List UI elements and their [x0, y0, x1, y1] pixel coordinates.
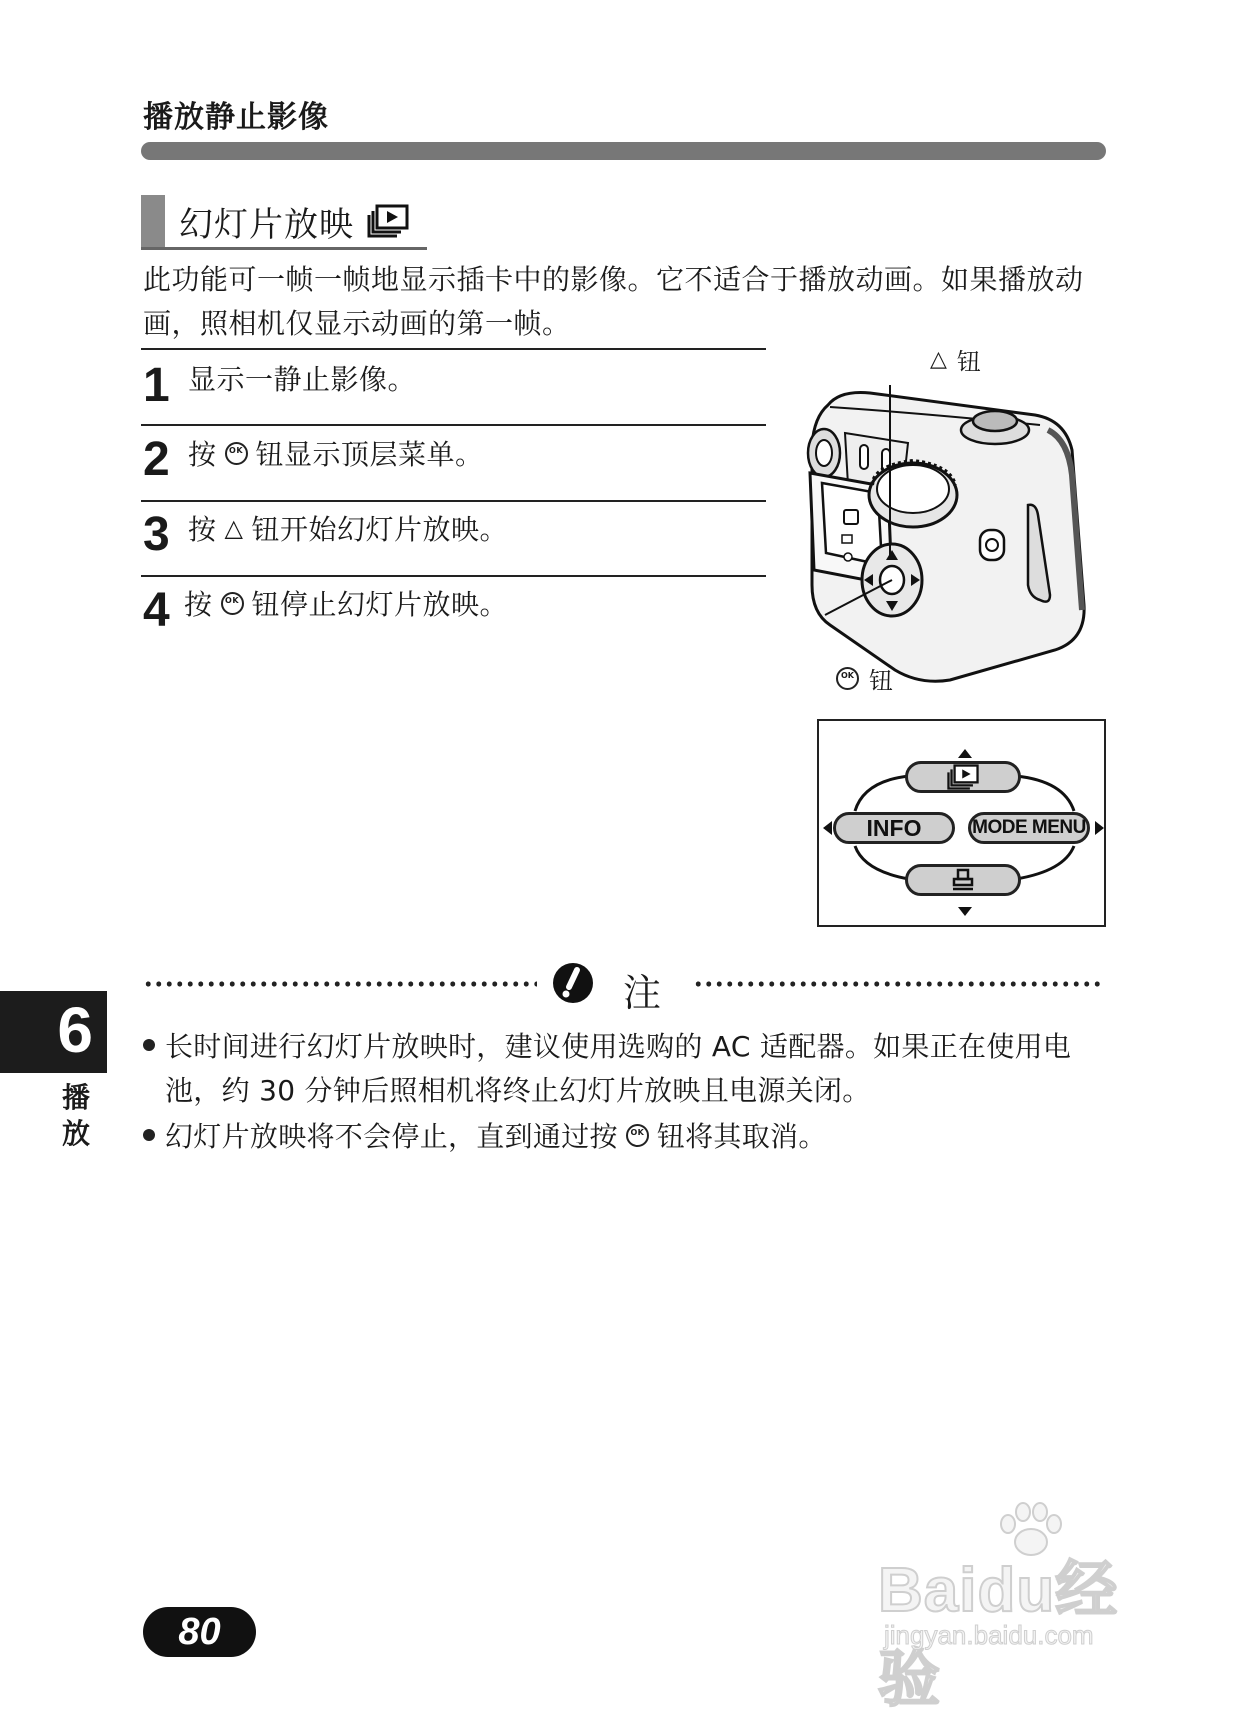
step-divider — [141, 348, 766, 350]
intro-line-1: 此功能可一帧一帧地显示插卡中的影像。它不适合于播放动画。如果播放动 — [143, 263, 1084, 296]
page-header-title: 播放静止影像 — [143, 100, 329, 135]
step-3-text — [188, 508, 508, 548]
step-3-pre: 按 — [188, 513, 217, 546]
info-button[interactable]: INFO — [833, 812, 955, 844]
note-icon — [552, 962, 594, 1004]
step-2-number: 2 — [143, 433, 170, 486]
step-2-text — [188, 433, 484, 473]
step-divider — [141, 500, 766, 502]
triangle-up-icon: △ — [224, 514, 244, 542]
step-4-post: 钮停止幻灯片放映。 — [251, 588, 509, 621]
arrow-down-icon — [958, 907, 972, 916]
slideshow-button[interactable] — [905, 761, 1021, 793]
note-dotted-rule-left — [143, 980, 537, 988]
section-heading — [141, 195, 427, 250]
step-3-post: 钮开始幻灯片放映。 — [251, 513, 508, 546]
note-dotted-rule-right — [693, 980, 1105, 988]
note-bullet-1-continued: 池，约 30 分钟后照相机将终止幻灯片放映且电源关闭。 — [165, 1074, 871, 1107]
mode-menu-button[interactable]: MODE MENU — [968, 812, 1090, 844]
step-2-post: 钮显示顶层菜单。 — [255, 438, 484, 471]
arrow-right-icon — [1095, 821, 1104, 835]
print-button[interactable] — [905, 864, 1021, 896]
watermark-brand: Baidu经验 — [878, 1556, 1119, 1714]
ok-menu-icon: OK — [836, 667, 859, 690]
header-rule — [141, 142, 1106, 160]
arrow-up-icon — [958, 749, 972, 758]
triangle-up-icon: △ — [930, 347, 947, 372]
step-divider — [141, 575, 766, 577]
chapter-number: 6 — [57, 994, 93, 1066]
arrow-left-icon — [823, 821, 832, 835]
print-icon — [951, 868, 975, 892]
step-4-pre: 按 — [184, 588, 213, 621]
ok-menu-icon: OK — [626, 1124, 649, 1147]
slideshow-icon — [367, 204, 409, 238]
step-4-number: 4 — [143, 584, 170, 637]
bullet-icon — [143, 1039, 155, 1051]
watermark — [878, 1500, 1178, 1714]
step-3-number: 3 — [143, 508, 170, 561]
note-bullet-2: 幻灯片放映将不会停止，直到通过按 OK 钮将其取消。 — [143, 1115, 827, 1155]
step-divider — [141, 424, 766, 426]
up-button-label: △ 钮 — [930, 347, 981, 376]
note-bullet-1: 长时间进行幻灯片放映时，建议使用选购的 AC 适配器。如果正在使用电 — [143, 1025, 1071, 1065]
step-4-text — [184, 583, 508, 623]
watermark-url: jingyan.baidu.com — [884, 1620, 1094, 1650]
ok-menu-icon: OK — [225, 442, 248, 465]
step-1-number: 1 — [143, 359, 170, 412]
control-panel-diagram — [817, 719, 1106, 927]
note-title: 注 — [623, 971, 662, 1015]
page-number: 80 — [143, 1607, 256, 1657]
bullet-icon — [143, 1129, 155, 1141]
section-heading-bar — [141, 195, 165, 247]
chapter-tab — [0, 991, 107, 1073]
ok-button-label: OK 钮 — [836, 661, 893, 696]
step-1-text: 显示一静止影像。 — [188, 363, 417, 396]
step-2-pre: 按 — [188, 438, 217, 471]
ok-menu-icon: OK — [221, 592, 244, 615]
chapter-label: 播 放 — [61, 1081, 90, 1150]
slideshow-icon — [946, 764, 980, 790]
section-title: 幻灯片放映 — [179, 205, 354, 245]
intro-line-2: 画，照相机仅显示动画的第一帧。 — [143, 307, 571, 340]
camera-illustration — [800, 385, 1090, 690]
